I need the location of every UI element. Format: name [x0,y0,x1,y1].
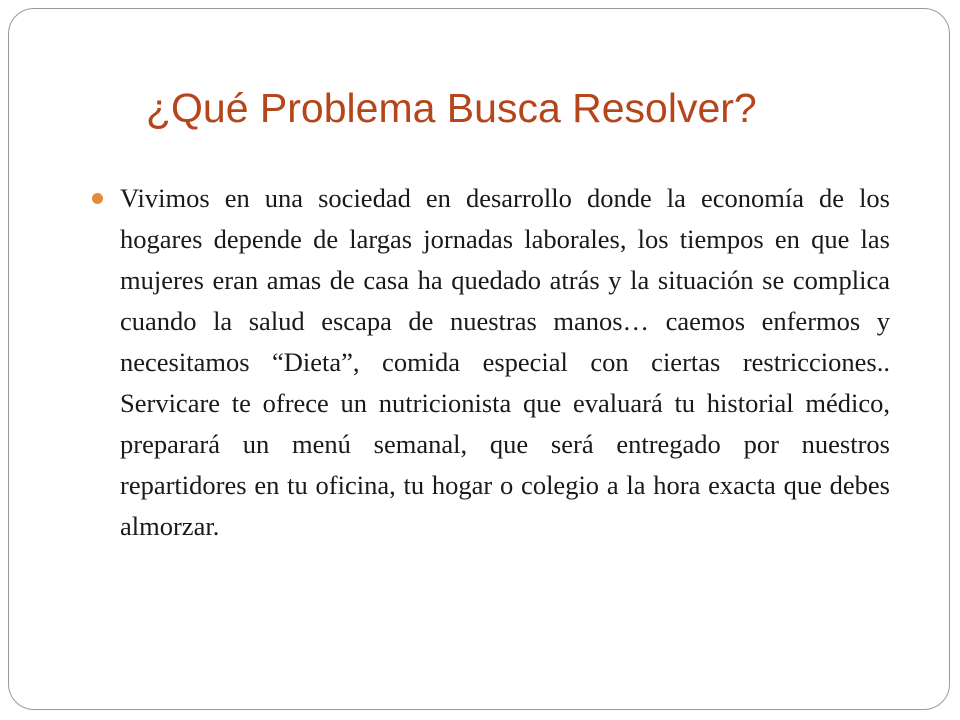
bullet-text: Vivimos en una sociedad en desarrollo donde la economía de los hogares depende de largas jornadas laborales, los tiempos en que las mujeres eran amas de casa ha quedado atrás y la situación se complica cuando la salud escapa de nuestras manos… caemos enfermos y necesitamos “Dieta”, comida especial con ciertas restricciones.. Servicare te ofrece un nutricionista que evaluará tu historial médico, preparará un menú semanal, que será entregado por nuestros repartidores en tu oficina, tu hogar o colegio a la hora exacta que debes almorzar. [120,183,890,541]
slide-title: ¿Qué Problema Busca Resolver? [146,85,757,131]
bullet-dot-icon [92,193,103,204]
bullet-list [90,178,890,547]
bullet-item [90,178,890,547]
